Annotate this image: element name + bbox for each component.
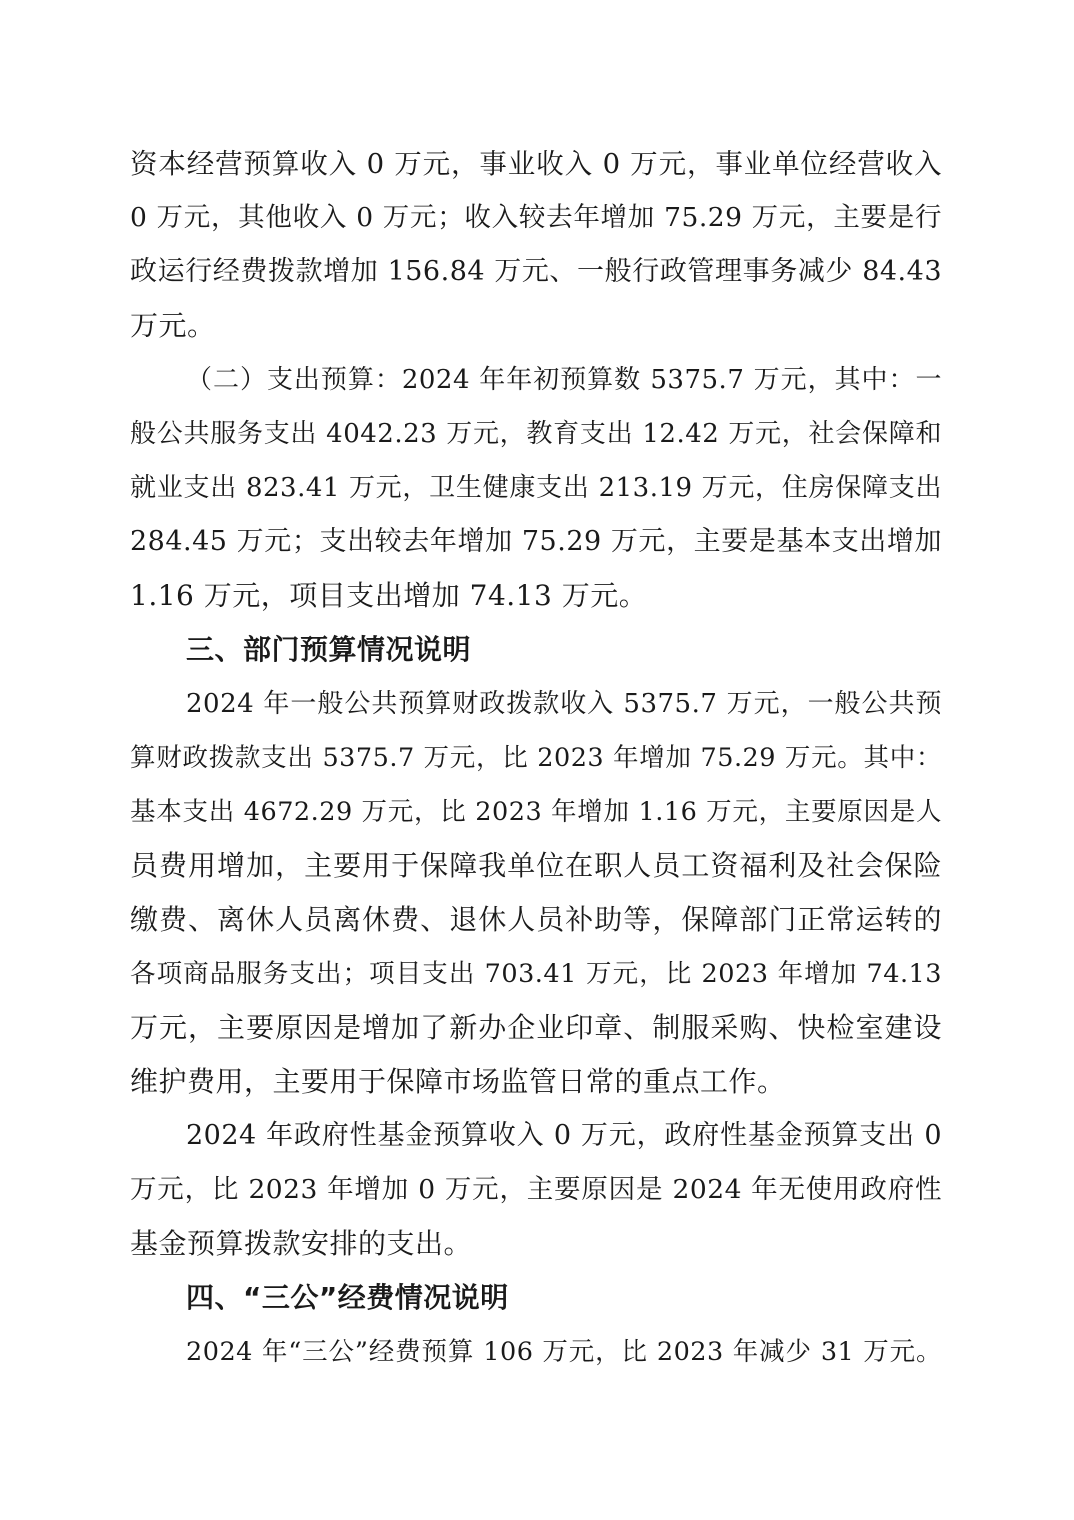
paragraph-line: 缴费、离休人员离休费、退休人员补助等，保障部门正常运转的 — [130, 903, 942, 936]
paragraph-line: 2024 年政府性基金预算收入 0 万元，政府性基金预算支出 0 — [186, 1120, 942, 1151]
section-heading: 三、部门预算情况说明 — [186, 633, 472, 666]
paragraph-line: 般公共服务支出 4042.23 万元，教育支出 12.42 万元，社会保障和 — [130, 419, 942, 449]
paragraph-line: 员费用增加，主要用于保障我单位在职人员工资福利及社会保险 — [130, 849, 942, 882]
paragraph-line: 万元，主要原因是增加了新办企业印章、制服采购、快检室建设 — [130, 1011, 942, 1044]
paragraph-line: 算财政拨款支出 5375.7 万元，比 2023 年增加 75.29 万元。其中： — [130, 743, 942, 773]
paragraph-line: 万元，比 2023 年增加 0 万元，主要原因是 2024 年无使用政府性 — [130, 1174, 942, 1205]
paragraph-line: 就业支出 823.41 万元，卫生健康支出 213.19 万元，住房保障支出 — [130, 473, 942, 503]
section-heading: 四、“三公”经费情况说明 — [186, 1281, 509, 1314]
paragraph-line: 资本经营预算收入 0 万元，事业收入 0 万元，事业单位经营收入 — [130, 148, 942, 180]
paragraph-line: 2024 年“三公”经费预算 106 万元，比 2023 年减少 31 万元。 — [186, 1337, 942, 1367]
paragraph-line: 2024 年一般公共预算财政拨款收入 5375.7 万元，一般公共预 — [186, 689, 942, 719]
paragraph-line: 万元。 — [130, 309, 216, 342]
paragraph-line: 1.16 万元，项目支出增加 74.13 万元。 — [130, 579, 648, 612]
paragraph-line: （二）支出预算：2024 年年初预算数 5375.7 万元，其中：一 — [186, 365, 942, 395]
paragraph-line: 维护费用，主要用于保障市场监管日常的重点工作。 — [130, 1065, 786, 1098]
paragraph-line: 0 万元，其他收入 0 万元；收入较去年增加 75.29 万元，主要是行 — [130, 202, 942, 233]
paragraph-line: 政运行经费拨款增加 156.84 万元、一般行政管理事务减少 84.43 — [130, 256, 942, 287]
paragraph-line: 各项商品服务支出；项目支出 703.41 万元，比 2023 年增加 74.13 — [130, 959, 942, 989]
paragraph-line: 基金预算拨款安排的支出。 — [130, 1227, 473, 1260]
paragraph-line: 284.45 万元；支出较去年增加 75.29 万元，主要是基本支出增加 — [130, 526, 942, 557]
paragraph-line: 基本支出 4672.29 万元，比 2023 年增加 1.16 万元，主要原因是人 — [130, 797, 942, 827]
